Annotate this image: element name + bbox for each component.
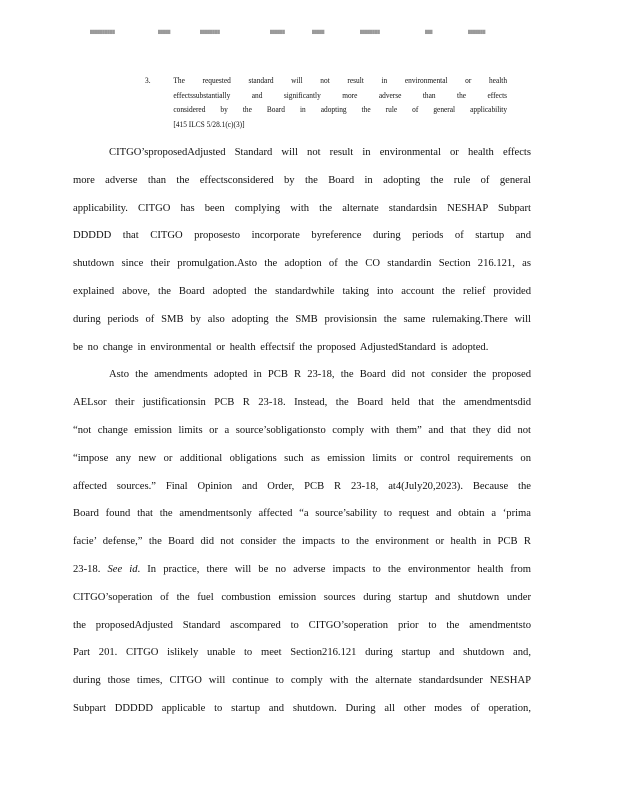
text-line: Part 201. CITGO islikely unable to meet Section216.121 during startup and shutdown and, xyxy=(73,647,531,659)
text-line: AELsor their justificationsin PCB R 23-18. Instead, the Board held that the amendmentsdid xyxy=(73,397,531,409)
header-segment: ███ xyxy=(425,30,433,34)
text-line: during periods of SMB by also adopting the SMB provisionsin the same rulemaking.There will xyxy=(73,313,531,325)
text-line: affected sources.” Final Opinion and Order, PCB R 23-18, at4(July20,2023). Because the xyxy=(73,480,531,492)
text-line: during those times, CITGO will continue to comply with the alternate standardsunder NESHAP xyxy=(73,675,531,687)
text-line: “not change emission limits or a source’sobligationsto comply with them” and that they did not xyxy=(73,424,531,436)
header-segment: ███████ xyxy=(468,30,486,34)
criterion-line: effectssubstantially and significantly more adverse than the effects xyxy=(173,89,508,100)
text-fragment: . In practice, there will be no adverse impacts to the environmentor health from xyxy=(137,563,531,575)
criterion-text xyxy=(173,73,507,131)
text-line: shutdown since their promulgation.Asto the adoption of the CO standardin Section 216.121, as xyxy=(73,258,531,270)
text-line: more adverse than the effectsconsidered by the Board in adopting the rule of general xyxy=(73,174,531,186)
text-line: Asto the amendments adopted in PCB R 23-18, the Board did not consider the proposed xyxy=(109,369,531,381)
header-segment: █████ xyxy=(158,30,171,34)
text-line: CITGO’sproposedAdjusted Standard will not result in environmental or health effects xyxy=(109,147,531,158)
text-line: explained above, the Board adopted the standardwhile taking into account the relief provided xyxy=(73,285,531,297)
text-line xyxy=(73,556,531,584)
header-segment: ████████ xyxy=(200,30,220,34)
paragraph-2 xyxy=(73,361,531,722)
criterion-line: considered by the Board in adopting the rule of general applicability xyxy=(173,104,508,114)
statutory-criterion xyxy=(145,73,508,131)
header-segment: ██████████ xyxy=(90,30,115,34)
text-line: Board found that the amendmentsonly affected “a source’sability to request and obtain a ‘prima xyxy=(73,508,531,520)
header-segment: █████ xyxy=(312,30,325,34)
criterion-citation: [415 ILCS 5/28.1(c)(3)] xyxy=(173,118,245,129)
criterion-number: 3. xyxy=(145,75,151,85)
criterion-line: The requested standard will not result in environmental or health xyxy=(173,75,508,85)
body-text xyxy=(73,139,531,723)
text-line: be no change in environmental or health effectsif the proposed AdjustedStandard is adopted. xyxy=(73,341,489,353)
text-line: CITGO’soperation of the fuel combustion emission sources during startup and shutdown under xyxy=(73,591,531,603)
header-segment: ████████ xyxy=(360,30,380,34)
paragraph-1 xyxy=(73,139,531,361)
header-segment: ██████ xyxy=(270,30,285,34)
page-header xyxy=(90,30,530,38)
citation-signal: See id xyxy=(107,563,138,575)
text-line: DDDDD that CITGO proposesto incorporate byreference during periods of startup and xyxy=(73,230,531,242)
text-line: “impose any new or additional obligations such as emission limits or control requirements on xyxy=(73,452,531,464)
text-line: facie’ defense,” the Board did not consider the impacts to the environment or health in PCB R xyxy=(73,536,531,548)
citation-text: 23-18. xyxy=(73,563,101,575)
text-line: Subpart DDDDD applicable to startup and shutdown. During all other modes of operation, xyxy=(73,702,531,714)
text-line: applicability. CITGO has been complying with the alternate standardsin NESHAP Subpart xyxy=(73,202,531,214)
text-line: the proposedAdjusted Standard ascompared to CITGO’soperation prior to the amendmentsto xyxy=(73,619,531,631)
